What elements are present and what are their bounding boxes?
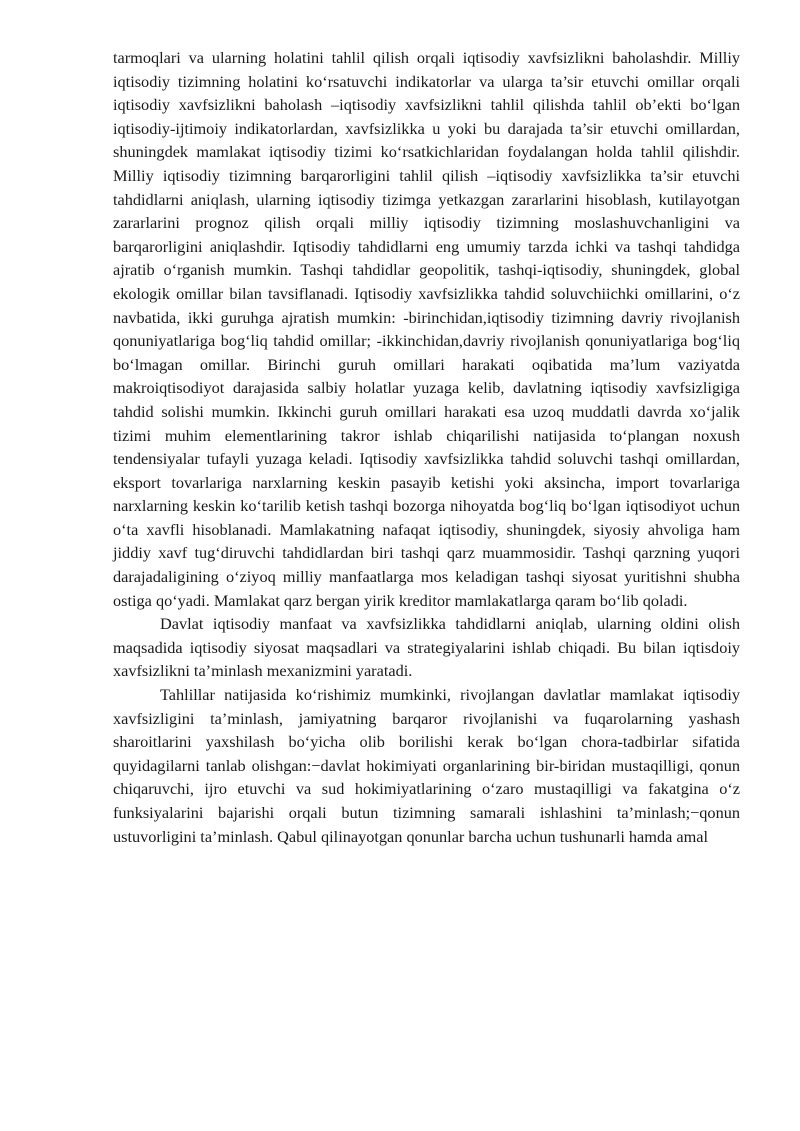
paragraph-3: Tahlillar natijasida ko‘rishimiz mumkinki, rivojlangan davlatlar mamlakat iqtisodiy xavfsizligini ta’minlash, jamiyatning barqaror rivojlanishi va fuqarolarning yashash sharoitlarini yaxshilash bo‘yicha olib borilishi kerak bo‘lgan chora-tadbirlar sifatida quyidagilarni tanlab olishgan:−davlat hokimiyati organlarining bir-biridan mustaqilligi, qonun chiqaruvchi, ijro etuvchi va sud hokimiyatlarining o‘zaro mustaqilligi va fakatgina o‘z funksiyalarini bajarishi orqali butun tizimning samarali ishlashini ta’minlash;−qonun ustuvorligini ta’minlash. Qabul qilinayotgan qonunlar barcha uchun tushunarli hamda amal <box>113 685 740 846</box>
paragraph-1: tarmoqlari va ularning holatini tahlil qilish orqali iqtisodiy xavfsizlikni baholashdir. Milliy iqtisodiy tizimning holatini ko‘rsatuvchi indikatorlar va ularga ta’sir etuvchi omillar orqali iqtisodiy xavfsizlikni baholash –iqtisodiy xavfsizlikni tahlil qilishda tahlil ob’ekti bo‘lgan iqtisodiy-ijtimoiy indikatorlardan, xavfsizlikka u yoki bu darajada ta’sir etuvchi omillardan, shuningdek mamlakat iqtisodiy tizimi ko‘rsatkichlaridan foydalangan holda tahlil qilishdir. Milliy iqtisodiy tizimning barqarorligini tahlil qilish –iqtisodiy xavfsizlikka ta’sir etuvchi tahdidlarni aniqlash, ularning iqtisodiy tizimga yetkazgan zararlarini hisoblash, kutilayotgan zararlarini prognoz qilish orqali milliy iqtisodiy tizimning moslashuvchanligini va barqarorligini aniqlashdir. Iqtisodiy tahdidlarni eng umumiy tarzda ichki va tashqi tahdidga ajratib o‘rganish mumkin. Tashqi tahdidlar geopolitik, tashqi-iqtisodiy, shuningdek, global ekologik omillar bilan tavsiflanadi. Iqtisodiy xavfsizlikka tahdid soluvchiichki omillarini, o‘z navbatida, ikki guruhga ajratish mumkin: -birinchidan,iqtisodiy tizimning davriy rivojlanish qonuniyatlariga bog‘liq tahdid omillar; -ikkinchidan,davriy rivojlanish qonuniyatlariga bog‘liq bo‘lmagan omillar. Birinchi guruh omillari harakati oqibatida ma’lum vaziyatda makroiqtisodiyot darajasida salbiy holatlar yuzaga kelib, davlatning iqtisodiy xavfsizligiga tahdid solishi mumkin. Ikkinchi guruh omillari harakati esa uzoq muddatli davrda xo‘jalik tizimi muhim elementlarining takror ishlab chiqarilishi natijasida to‘plangan noxush tendensiyalar tufayli yuzaga keladi. Iqtisodiy xavfsizlikka tahdid soluvchi tashqi omillardan, eksport tovarlariga narxlarning keskin pasayib ketishi yoki aksincha, import tovarlariga narxlarning keskin ko‘tarilib ketish tashqi bozorga nihoyatda bog‘liq bo‘lgan iqtisodiyot uchun o‘ta xavfli hisoblanadi. Mamlakatning nafaqat iqtisodiy, shuningdek, siyosiy ahvoliga ham jiddiy xavf tug‘diruvchi tahdidlardan biri tashqi qarz muammosidir. Tashqi qarzning yuqori darajadaligining o‘ziyoq milliy manfaatlarga mos keladigan tashqi siyosat yuritishni shubha ostiga qo‘yadi. Mamlakat qarz bergan yirik kreditor mamlakatlarga qaram bo‘lib qoladi. <box>113 48 740 610</box>
document-page <box>113 46 740 848</box>
paragraph-2: Davlat iqtisodiy manfaat va xavfsizlikka tahdidlarni aniqlab, ularning oldini olish maqsadida iqtisodiy siyosat maqsadlari va strategiyalarini ishlab chiqadi. Bu bilan iqtisdoiy xavfsizlikni ta’minlash mexanizmini yaratadi. <box>113 614 740 681</box>
